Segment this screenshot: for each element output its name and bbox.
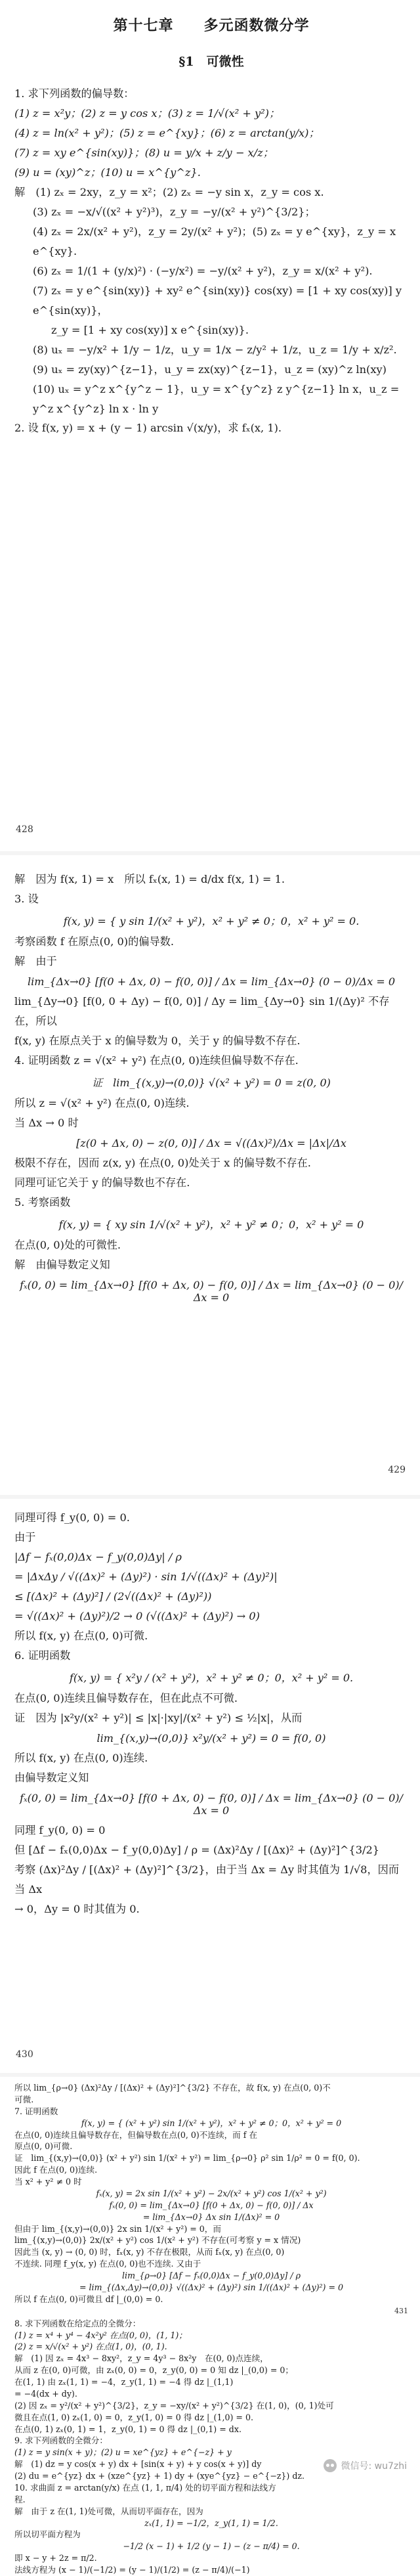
text-line: (9) u = (xy)^z；(10) u = x^{y^z}.	[14, 166, 201, 179]
equation: f(x, y) = { y sin 1/(x² + y²)，x² + y² ≠ 0；0，x² + y² = 0.	[63, 914, 360, 927]
text-line: (1) z = x⁴ + y⁴ − 4x²y² 在点(0, 0)，(1, 1)；	[14, 2330, 187, 2340]
text-line: 在点(0, 0)处的可微性.	[14, 1238, 121, 1251]
text-line: (3) zₓ = −x/√((x² + y²)³)，z_y = −y/(x² + y²)^{3/2}；	[33, 205, 316, 218]
page-428-body	[14, 84, 408, 438]
text-line: 8. 求下列函数在给定点的全微分：	[14, 2318, 141, 2328]
equation: = |ΔxΔy / √((Δx)² + (Δy)²) · sin 1/√((Δx)² + (Δy)²)|	[14, 1570, 278, 1583]
text-line: 当 x² + y² ≠ 0 时	[14, 2177, 82, 2187]
text-line: 解 由于 z 在(1, 1)处可微，从而切平面存在，因为	[14, 2506, 203, 2516]
page-number: 429	[388, 1465, 406, 1475]
text-line: 所以 z = √(x² + y²) 在点(0, 0)连续.	[14, 1096, 190, 1109]
text-line: 因此当 (x, y) → (0, 0) 时，fₓ(x, y) 不存在极限，从而 fₓ(x, y) 在点(0, 0)	[14, 2247, 285, 2257]
page-431	[0, 2076, 420, 2575]
equation: fₓ(0, 0) = lim_{Δx→0} [f(0 + Δx, 0) − f(0, 0)] / Δx = lim_{Δx→0} (0 − 0)/Δx = 0	[20, 1791, 403, 1817]
text-line: lim_{(x,y)→(0,0)} 2x/(x² + y²) cos 1/(x² + y²) 不存在(可考察 y = x 情况)	[14, 2235, 301, 2246]
text-line: 3. 设	[14, 892, 39, 905]
equation: = lim_{Δx→0} Δx sin 1/(Δx)² = 0	[142, 2211, 280, 2222]
text-line: 从而 z 在(0, 0)可微，由 zₓ(0, 0) = 0，z_y(0, 0) = 0 知 dz |_(0,0) = 0；	[14, 2365, 293, 2376]
equation: ≤ [(Δx)² + (Δy)²] / (2√((Δx)² + (Δy)²))	[14, 1589, 212, 1603]
text-line: (7) z = xy e^{sin(xy)}；(8) u = y/x + z/y − x/z；	[14, 146, 274, 159]
text-line: 所以 f(x, y) 在点(0, 0)可微.	[14, 1629, 148, 1642]
text-line: (2) z = x/√(x² + y²) 在点(1, 0)，(0, 1).	[14, 2342, 167, 2352]
equation: lim_{(x,y)→(0,0)} x²y/(x² + y²) = 0 = f(0, 0)	[96, 1731, 326, 1744]
text-line: f(x, y) 在原点关于 x 的偏导数为 0，关于 y 的偏导数不存在.	[14, 1034, 301, 1047]
text-line: 证 因为 |x²y/(x² + y²)| ≤ |x|·|xy|/(x² + y²) ≤ ½|x|，从而	[14, 1711, 303, 1724]
equation: fₓ(0, 0) = lim_{Δx→0} [f(0 + Δx, 0) − f(0, 0)] / Δx = lim_{Δx→0} (0 − 0)/Δx = 0	[20, 1278, 403, 1304]
text-line: 同理可证它关于 y 的偏导数也不存在.	[14, 1176, 190, 1189]
text-line: 当 Δx → 0 时	[14, 1116, 79, 1129]
text-line: lim_{Δy→0} [f(0, 0 + Δy) − f(0, 0)] / Δy = lim_{Δy→0} sin 1/(Δy)² 不存在，所以	[14, 994, 390, 1027]
text-line: 在点(0, 0)连续且偏导数存在，但在此点不可微.	[14, 1691, 238, 1704]
text-line: 同理 f_y(0, 0) = 0	[14, 1823, 106, 1836]
text-line: z_y = [1 + xy cos(xy)] x e^{sin(xy)}.	[51, 323, 249, 336]
text-line: (1) z = y sin(x + y)；(2) u = xe^{yz} + e^{−z} + y	[14, 2447, 232, 2458]
text-line: (7) zₓ = y e^{sin(xy)} + xy² e^{sin(xy)} cos(xy) = [1 + xy cos(xy)] y e^{sin(xy)}，	[33, 284, 406, 317]
text-line: 证 lim_{(x,y)→(0,0)} (x² + y²) sin 1/(x² + y²) = lim_{ρ→0} ρ² sin 1/ρ² = 0 = f(0, 0).	[14, 2153, 360, 2164]
text-line: 原点(0, 0)可微.	[14, 2141, 73, 2152]
text-line: 在(1, 1) 由 zₓ(1, 1) = −4，z_y(1, 1) = −4 得 dz |_(1,1)	[14, 2377, 234, 2387]
text-line: 解 (1) zₓ = 2xy，z_y = x²；(2) zₓ = −y sin x，z_y = cos x.	[14, 185, 324, 198]
text-line: (10) uₓ = y^z x^{y^z − 1}，u_y = x^{y^z} z y^{z−1} ln x，u_z = y^z x^{y^z} ln x · ln y	[33, 382, 403, 415]
wechat-icon	[324, 2459, 337, 2472]
text-line: 微且在点(1, 0) zₓ(1, 0) = 0，z_y(1, 0) = 0 得 dz |_(1,0) = 0.	[14, 2412, 253, 2422]
text-line: (2) 因 zₓ = y²/(x² + y²)^{3/2}，z_y = −xy/(x² + y²)^{3/2} 在(1, 0)，(0, 1)处可	[14, 2400, 334, 2410]
watermark	[324, 2459, 407, 2472]
text-line: 极限不存在，因而 z(x, y) 在点(0, 0)处关于 x 的偏导数不存在.	[14, 1156, 311, 1169]
equation: lim_{ρ→0} [Δf − fₓ(0,0)Δx − f_y(0,0)Δy] / ρ	[122, 2271, 301, 2280]
equation: fₓ(0, 0) = lim_{Δx→0} [f(0 + Δx, 0) − f(0, 0)] / Δx	[109, 2200, 314, 2210]
text-line: 法线方程为 (x − 1)/(−1/2) = (y − 1)/(1/2) = (z − π/4)/(−1)	[14, 2565, 250, 2575]
text-line: (4) z = ln(x² + y²)；(5) z = e^{xy}；(6) z = arctan(y/x)；	[14, 126, 320, 139]
page-number: 430	[16, 2049, 33, 2060]
equation: = lim_{(Δx,Δy)→(0,0)} √((Δx)² + (Δy)²) sin 1/((Δx)² + (Δy)²) = 0	[79, 2282, 344, 2292]
equation: f(x, y) = { xy sin 1/√(x² + y²)，x² + y² ≠ 0；0，x² + y² = 0	[58, 1218, 364, 1231]
page-number: 431	[394, 2306, 408, 2315]
text-line: 不连续. 同理 f_y(x, y) 在点(0, 0)也不连续. 又由于	[14, 2259, 201, 2269]
text-line: (9) uₓ = zy(xy)^{z−1}，u_y = zx(xy)^{z−1}，u_z = (xy)^z ln(xy)	[33, 363, 387, 376]
text-line: 9. 求下列函数的全微分：	[14, 2435, 108, 2446]
section-title: §1 可微性	[178, 55, 244, 69]
text-line: 1. 求下列函数的偏导数：	[14, 87, 135, 100]
text-line: 在点(0, 0)连续且偏导数存在，但偏导数在点(0, 0)不连续，而 f 在	[14, 2129, 258, 2140]
text-line: 但 [Δf − fₓ(0,0)Δx − f_y(0,0)Δy] / ρ = (Δx)²Δy / [(Δx)² + (Δy)²]^{3/2}	[14, 1843, 380, 1856]
equation: lim_{Δx→0} [f(0 + Δx, 0) − f(0, 0)] / Δx = lim_{Δx→0} (0 − 0)/Δx = 0	[28, 975, 395, 988]
text-line: 解 由于	[14, 954, 57, 967]
text-line: 考察 (Δx)²Δy / [(Δx)² + (Δy)²]^{3/2}，由于当 Δx = Δy 时其值为 1/√8，因而当 Δx	[14, 1863, 400, 1896]
chapter-title: 第十七章 多元函数微分学	[113, 17, 310, 34]
text-line: 程.	[14, 2494, 26, 2504]
text-line: 6. 证明函数	[14, 1649, 71, 1662]
page-429	[0, 854, 420, 1498]
text-line: 考察函数 f 在原点(0, 0)的偏导数.	[14, 935, 175, 948]
equation: zₓ(1, 1) = −1/2，z_y(1, 1) = 1/2.	[144, 2518, 278, 2528]
text-line: 所以 lim_{ρ→0} (Δx)²Δy / [(Δx)² + (Δy)²]^{3/2} 不存在，故 f(x, y) 在点(0, 0)不	[14, 2083, 331, 2093]
text-line: 解 因为 f(x, 1) = x 所以 fₓ(x, 1) = d/dx f(x, 1) = 1.	[14, 873, 285, 885]
text-line: (6) zₓ = 1/(1 + (y/x)²) · (−y/x²) = −y/(x² + y²)，z_y = x/(x² + y²).	[33, 264, 373, 277]
text-line: (1) z = x²y；(2) z = y cos x；(3) z = 1/√(x² + y²)；	[14, 106, 280, 120]
equation: |Δf − fₓ(0,0)Δx − f_y(0,0)Δy| / ρ	[14, 1550, 182, 1563]
text-line: 但由于 lim_{(x,y)→(0,0)} 2x sin 1/(x² + y²) = 0，而	[14, 2223, 221, 2234]
equation: 证 lim_{(x,y)→(0,0)} √(x² + y²) = 0 = z(0, 0)	[92, 1076, 331, 1089]
text-line: 所以 f 在点(0, 0)可微且 df |_(0,0) = 0.	[14, 2294, 163, 2304]
text-line: 解 (1) 因 zₓ = 4x³ − 8xy²，z_y = 4y³ − 8x²y 在(0, 0)点连续，	[14, 2353, 268, 2364]
text-line: (2) du = e^{yz} dx + (xze^{yz} + 1) dy + (xye^{yz} − e^{−z}) dz.	[14, 2471, 305, 2481]
text-line: = −4(dx + dy).	[14, 2388, 77, 2399]
equation: f(x, y) = { (x² + y²) sin 1/(x² + y²)，x² + y² ≠ 0；0，x² + y² = 0	[81, 2118, 342, 2128]
text-line: 同理可得 f_y(0, 0) = 0.	[14, 1511, 130, 1524]
text-line: 所以切平面方程为	[14, 2529, 81, 2540]
text-line: 解 由偏导数定义知	[14, 1258, 110, 1271]
equation: [z(0 + Δx, 0) − z(0, 0)] / Δx = √((Δx)²)/Δx = |Δx|/Δx	[76, 1136, 346, 1149]
text-line: 5. 考察函数	[14, 1195, 71, 1209]
text-line: 即 x − y + 2z = π/2.	[14, 2553, 97, 2564]
text-line: 7. 证明函数	[14, 2106, 58, 2116]
text-line: 2. 设 f(x, y) = x + (y − 1) arcsin √(x/y)，求 fₓ(x, 1).	[14, 422, 282, 435]
text-line: 由于	[14, 1530, 36, 1543]
equation: −1/2 (x − 1) + 1/2 (y − 1) − (z − π/4) = 0.	[123, 2541, 300, 2552]
text-line: 所以 f(x, y) 在点(0, 0)连续.	[14, 1751, 148, 1764]
text-line: 解 (1) dz = y cos(x + y) dx + [sin(x + y) + y cos(x + y)] dy	[14, 2459, 262, 2470]
text-line: 可微.	[14, 2094, 34, 2104]
text-line: 由偏导数定义知	[14, 1771, 89, 1784]
equation: = √((Δx)² + (Δy)²)/2 → 0 (√((Δx)² + (Δy)²) → 0)	[14, 1609, 260, 1622]
watermark-text: 微信号: wu7zhi	[341, 2461, 407, 2472]
text-line: (8) uₓ = −y/x² + 1/y − 1/z，u_y = 1/x − z/y² + 1/z，u_z = 1/y + x/z².	[33, 343, 397, 356]
page-number: 428	[16, 824, 33, 835]
text-line: → 0，Δy = 0 时其值为 0.	[14, 1902, 140, 1915]
equation: fₓ(x, y) = 2x sin 1/(x² + y²) − 2x/(x² + y²) cos 1/(x² + y²)	[96, 2188, 327, 2198]
page-428	[0, 0, 420, 854]
text-line: 因此 f 在点(0, 0)连续.	[14, 2165, 98, 2175]
page-430	[0, 1498, 420, 2076]
text-line: (4) zₓ = 2x/(x² + y²)，z_y = 2y/(x² + y²)；(5) zₓ = y e^{xy}，z_y = x e^{xy}.	[33, 225, 400, 257]
text-line: 10. 求曲面 z = arctan(y/x) 在点 (1, 1, π/4) 处的切平面方程和法线方	[14, 2482, 276, 2493]
text-line: 4. 证明函数 z = √(x² + y²) 在点(0, 0)连续但偏导数不存在.	[14, 1054, 299, 1067]
text-line: 在点(0, 1) zₓ(0, 1) = 1，z_y(0, 1) = 0 得 dz |_(0,1) = dx.	[14, 2424, 242, 2434]
equation: f(x, y) = { x²y / (x² + y²)，x² + y² ≠ 0；0，x² + y² = 0.	[69, 1671, 354, 1684]
